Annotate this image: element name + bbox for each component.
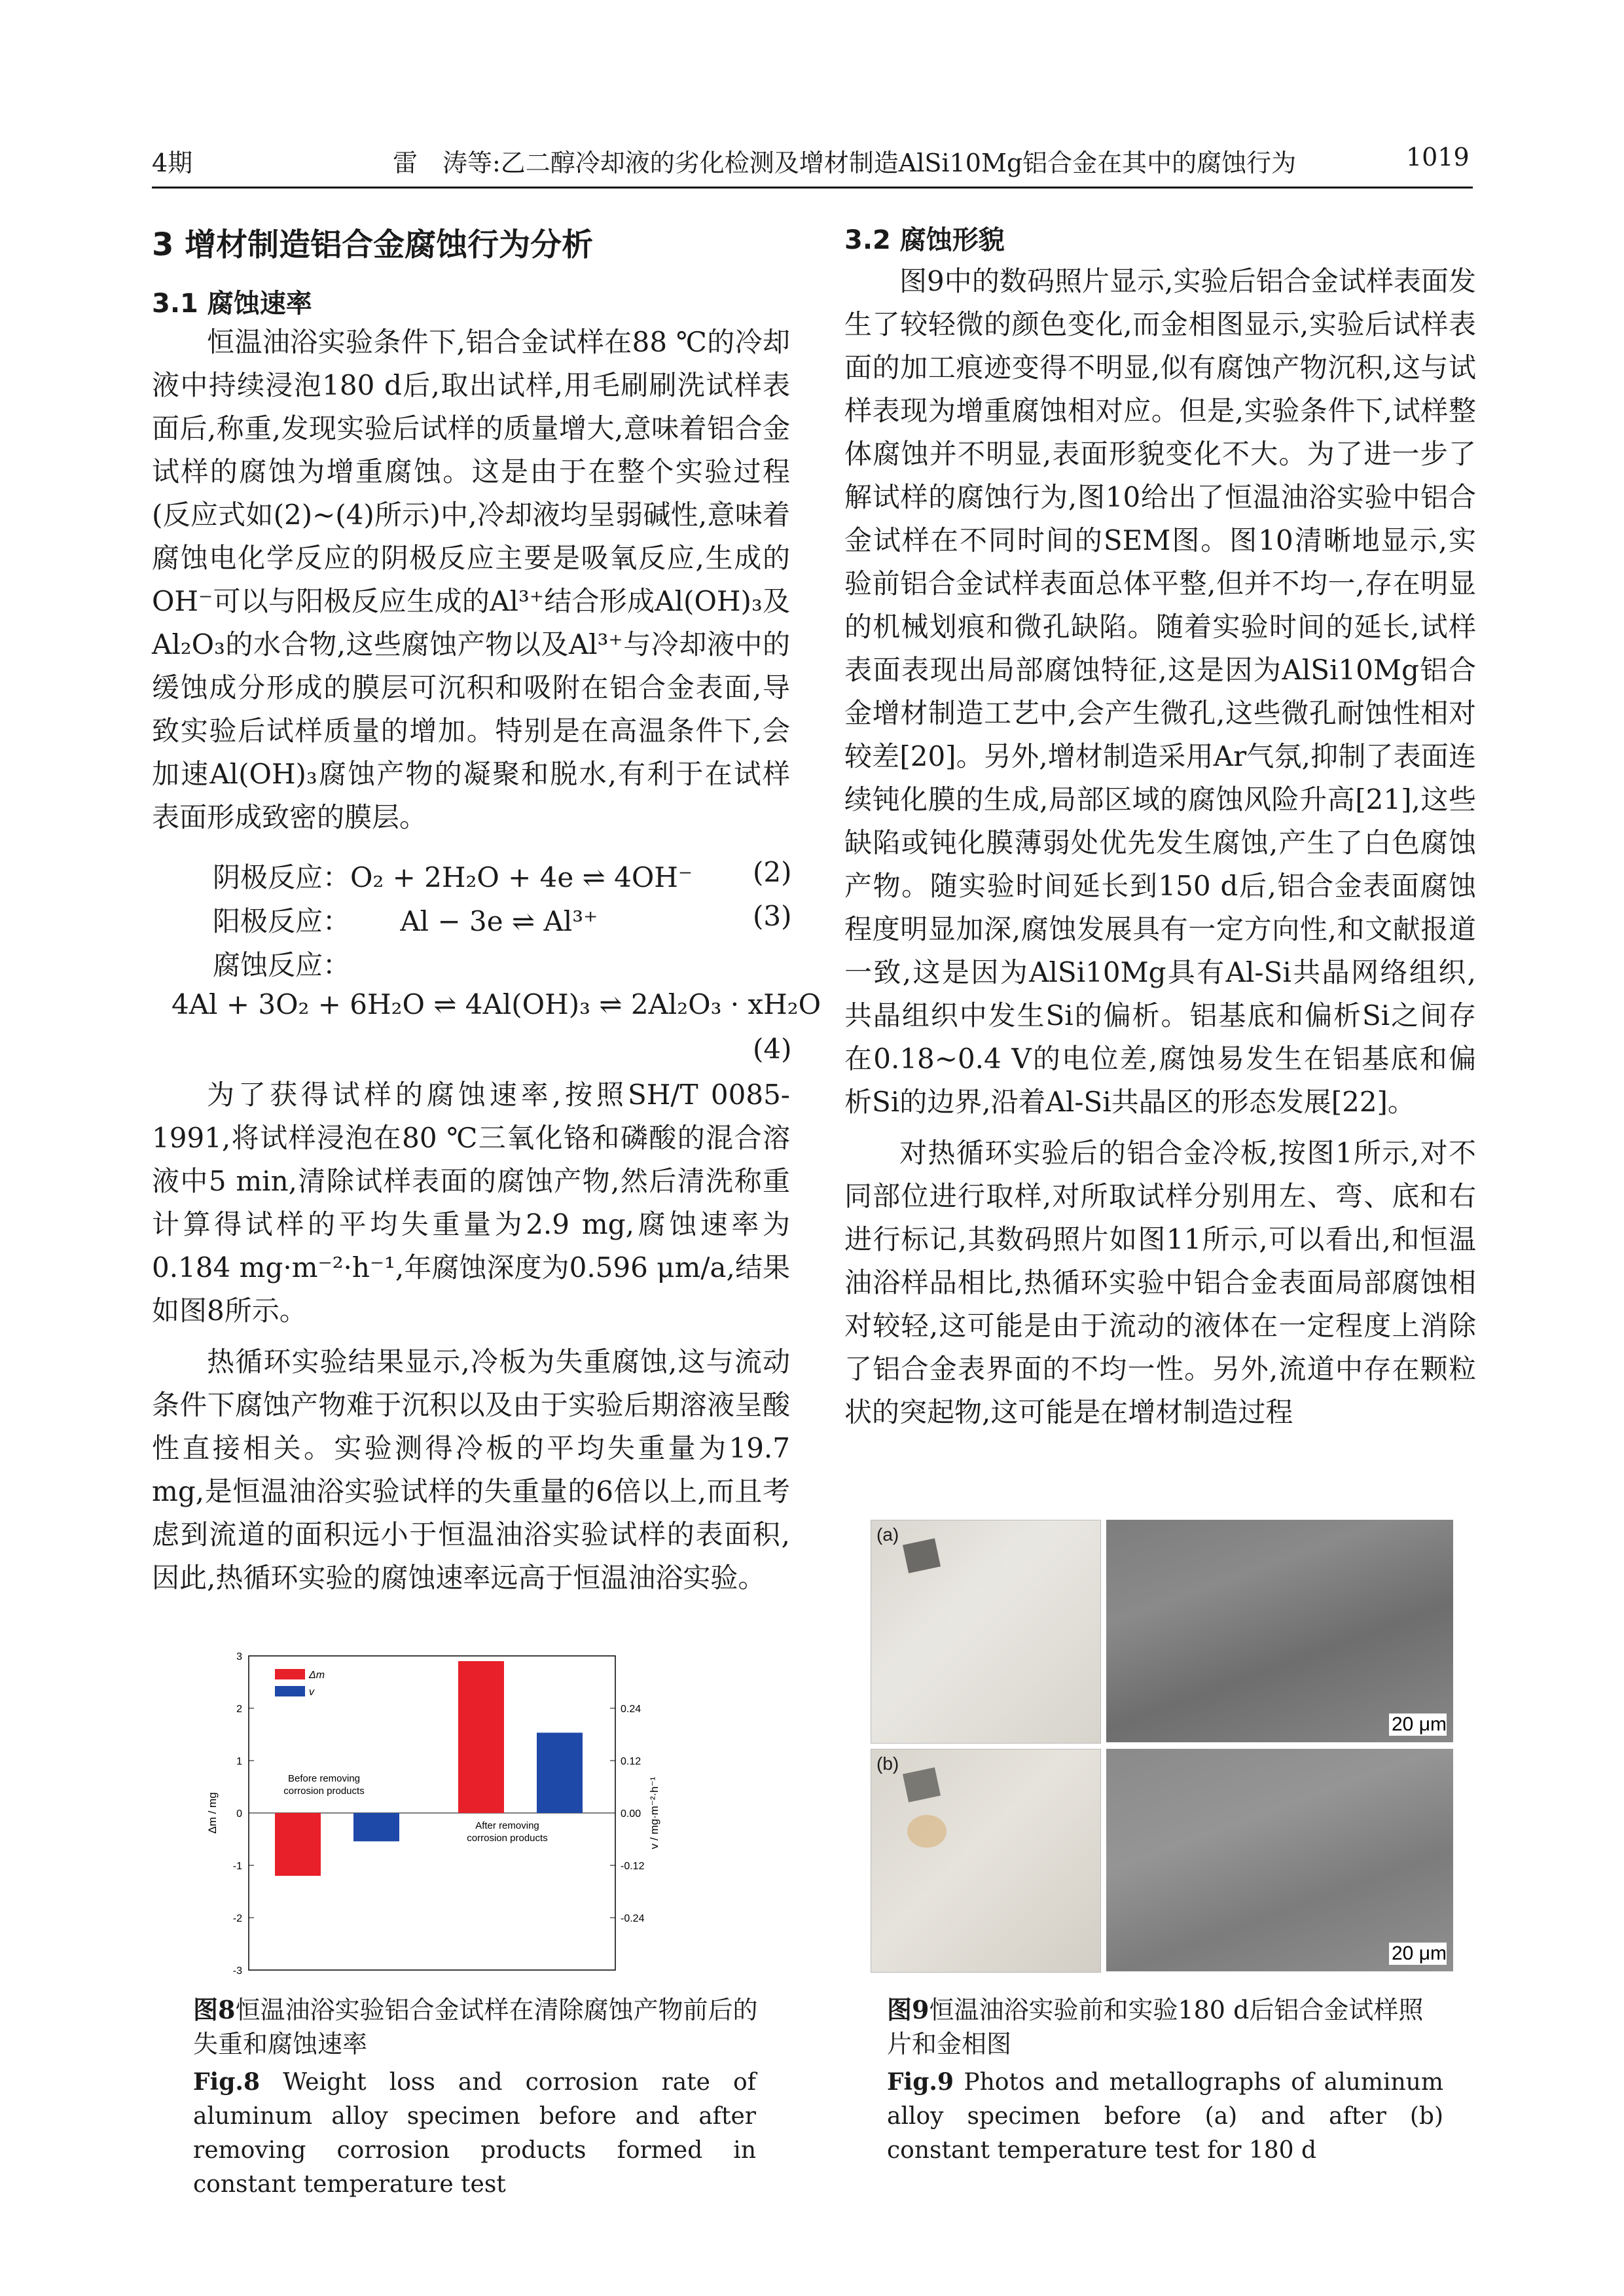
paragraph: 恒温油浴实验条件下,铝合金试样在88 ℃的冷却液中持续浸泡180 d后,取出试样,用毛刷刷洗试样表面后,称重,发现实验后试样的质量增大,意味着铝合金试样的腐蚀为增重腐蚀。这是由于在整个实验过程(反应式如(2)~(4)所示)中,冷却液均呈弱碱性,意味着腐蚀电化学反应的阴极反应主要是吸氧反应,生成的OH⁻可以与阳极反应生成的Al³⁺结合形成Al(OH)₃及Al₂O₃的水合物,这些腐蚀产物以及Al³⁺与冷却液中的缓蚀成分形成的膜层可沉积和吸附在铝合金表面,导致实验后试样质量的增加。特别是在高温条件下,会加速Al(OH)₃腐蚀产物的凝聚和脱水,有利于在试样表面形成致密的膜层。: [152, 326, 790, 833]
panel-a-label: (a): [876, 1524, 899, 1545]
fig8-caption-cn: [193, 1993, 763, 2061]
y-tick-label: -1: [232, 1861, 242, 1872]
legend-swatch: [275, 1686, 305, 1696]
bar-v: [537, 1732, 583, 1813]
y2-tick-label: 0.00: [621, 1808, 641, 1820]
y-tick-label: -2: [232, 1913, 242, 1924]
equation-4: 4Al + 3O₂ + 6H₂O ⇌ 4Al(OH)₃ ⇌ 2Al₂O₃ · xH₂O: [171, 988, 821, 1020]
section-3-1-heading: 3.1 腐蚀速率: [152, 289, 312, 319]
running-title: 雷 涛等:乙二醇冷却液的劣化检测及增材制造AlSi10Mg铝合金在其中的腐蚀行为: [393, 149, 1297, 177]
fig9-label-cn: 图9: [887, 1995, 929, 2024]
fig8-label-cn: 图8: [193, 1995, 236, 2024]
equation-3: 阳极反应： Al − 3e ⇌ Al³⁺: [213, 905, 598, 937]
legend-swatch: [275, 1669, 305, 1679]
paragraph: 对热循环实验后的铝合金冷板,按图1所示,对不同部位进行取样,对所取试样分别用左、弯、底和右进行标记,其数码照片如图11所示,可以看出,和恒温油浴样品相比,热循环实验中铝合金表面局部腐蚀相对较轻,这可能是由于流动的液体在一定程度上消除了铝合金表界面的不均一性。另外,流道中存在颗粒状的突起物,这可能是在增材制造过程: [844, 1137, 1476, 1428]
panel-b-label: (b): [876, 1753, 899, 1774]
y-axis-label: Δm / mg: [206, 1792, 219, 1834]
fig8-chart: [190, 1643, 779, 1983]
y2-tick-label: 0.12: [621, 1756, 641, 1767]
right-body: [844, 260, 1476, 1434]
fig9-metallograph-b: [1106, 1749, 1453, 1971]
fig9-caption-en: [887, 2065, 1443, 2168]
y-tick-label: 1: [236, 1756, 242, 1767]
issue-number: 4期: [152, 149, 193, 177]
fig8-text-cn: 恒温油浴实验铝合金试样在清除腐蚀产物前后的失重和腐蚀速率: [193, 1996, 758, 2058]
y-tick-label: 3: [236, 1651, 242, 1662]
corrosion-stain: [907, 1815, 947, 1848]
bar-v: [353, 1813, 399, 1841]
scale-label-b: 20 μm: [1392, 1943, 1447, 1964]
paragraph: 热循环实验结果显示,冷板为失重腐蚀,这与流动条件下腐蚀产物难于沉积以及由于实验后期溶液呈酸性直接相关。实验测得冷板的平均失重量为19.7 mg,是恒温油浴实验试样的失重量的6倍以上,而且考虑到流道的面积远小于恒温油浴实验试样的表面积,因此,热循环实验的腐蚀速率远高于恒温油浴实验。: [152, 1346, 790, 1594]
legend-label: Δm: [309, 1670, 325, 1681]
y2-axis-label: v / mg·m⁻²·h⁻¹: [648, 1776, 660, 1850]
category-label: corrosion products: [283, 1785, 365, 1797]
y2-tick-label: 0.24: [621, 1704, 641, 1715]
fig9-photo-b: [871, 1749, 1101, 1973]
fig8-label-en: Fig.8: [193, 2068, 260, 2096]
fig9-photo-a: [871, 1520, 1101, 1744]
page-number: 1019: [1406, 143, 1470, 171]
paragraph: 为了获得试样的腐蚀速率,按照SH/T 0085-1991,将试样浸泡在80 ℃三氧化铬和磷酸的混合溶液中5 min,清除试样表面的腐蚀产物,然后清洗称重计算得试样的平均失重量为2.9 mg,腐蚀速率为0.184 mg·m⁻²·h⁻¹,年腐蚀深度为0.596 μm/a,结果如图8所示。: [152, 1079, 790, 1327]
fig8-text-en: Weight loss and corrosion rate of aluminum alloy specimen before and after removing corrosion products formed in constant temperature test: [193, 2069, 756, 2198]
y2-tick-label: -0.12: [621, 1861, 645, 1872]
equation-4-label: 腐蚀反应：: [213, 949, 351, 981]
fig9-text-en: Photos and metallographs of aluminum alloy specimen before (a) and after (b) constant temperature test for 180 d: [887, 2069, 1443, 2164]
scale-bar-a: [1389, 1713, 1447, 1736]
fig9-caption-cn: [887, 1993, 1443, 2061]
category-label: Before removing: [287, 1773, 361, 1784]
fig9-label-en: Fig.9: [887, 2068, 954, 2096]
fig9-metallograph-a: [1106, 1520, 1453, 1742]
scale-label-a: 20 μm: [1392, 1713, 1447, 1735]
section-3-heading: 3 增材制造铝合金腐蚀行为分析: [152, 226, 594, 263]
y-tick-label: -3: [232, 1965, 242, 1977]
header-rule: [152, 187, 1473, 188]
sample-tag-icon: [903, 1767, 941, 1802]
fig8-caption-en: [193, 2065, 756, 2202]
sample-tag-icon: [903, 1538, 941, 1573]
bar-Δm: [458, 1661, 504, 1813]
category-label: After removing: [475, 1820, 539, 1831]
scale-bar-b: [1389, 1943, 1447, 1965]
section-3-2-heading: 3.2 腐蚀形貌: [844, 225, 1005, 255]
left-body-1: [152, 321, 790, 839]
equation-4-number: (4): [753, 1033, 792, 1065]
paragraph: 图9中的数码照片显示,实验后铝合金试样表面发生了较轻微的颜色变化,而金相图显示,实验后试样表面的加工痕迹变得不明显,似有腐蚀产物沉积,这与试样表现为增重腐蚀相对应。但是,实验条件下,试样整体腐蚀并不明显,表面形貌变化不大。为了进一步了解试样的腐蚀行为,图10给出了恒温油浴实验中铝合金试样在不同时间的SEM图。图10清晰地显示,实验前铝合金试样表面总体平整,但并不均一,存在明显的机械划痕和微孔缺陷。随着实验时间的延长,试样表面表现出局部腐蚀特征,这是因为AlSi10Mg铝合金增材制造工艺中,会产生微孔,这些微孔耐蚀性相对较差[20]。另外,增材制造采用Ar气氛,抑制了表面连续钝化膜的生成,局部区域的腐蚀风险升高[21],这些缺陷或钝化膜薄弱处优先发生腐蚀,产生了白色腐蚀产物。随实验时间延长到150 d后,铝合金表面腐蚀程度明显加深,腐蚀发展具有一定方向性,和文献报道一致,这是因为AlSi10Mg具有Al-Si共晶网络组织,共晶组织中发生Si的偏析。铝基底和偏析Si之间存在0.18~0.4 V的电位差,腐蚀易发生在铝基底和偏析Si的边界,沿着Al-Si共晶区的形态发展[22]。: [844, 265, 1476, 1118]
y2-tick-label: -0.24: [621, 1913, 645, 1924]
y-tick-label: 2: [236, 1704, 242, 1715]
y-tick-label: 0: [236, 1808, 242, 1820]
equation-2-number: (2): [753, 856, 792, 888]
bar-Δm: [275, 1813, 321, 1876]
category-label: corrosion products: [467, 1833, 548, 1844]
legend-label: v: [309, 1687, 314, 1698]
equation-3-number: (3): [753, 900, 792, 932]
left-body-2: [152, 1073, 790, 1600]
fig9-text-cn: 恒温油浴实验前和实验180 d后铝合金试样照片和金相图: [887, 1996, 1424, 2058]
equation-2: 阴极反应：O₂ + 2H₂O + 4e ⇌ 4OH⁻: [213, 861, 693, 893]
